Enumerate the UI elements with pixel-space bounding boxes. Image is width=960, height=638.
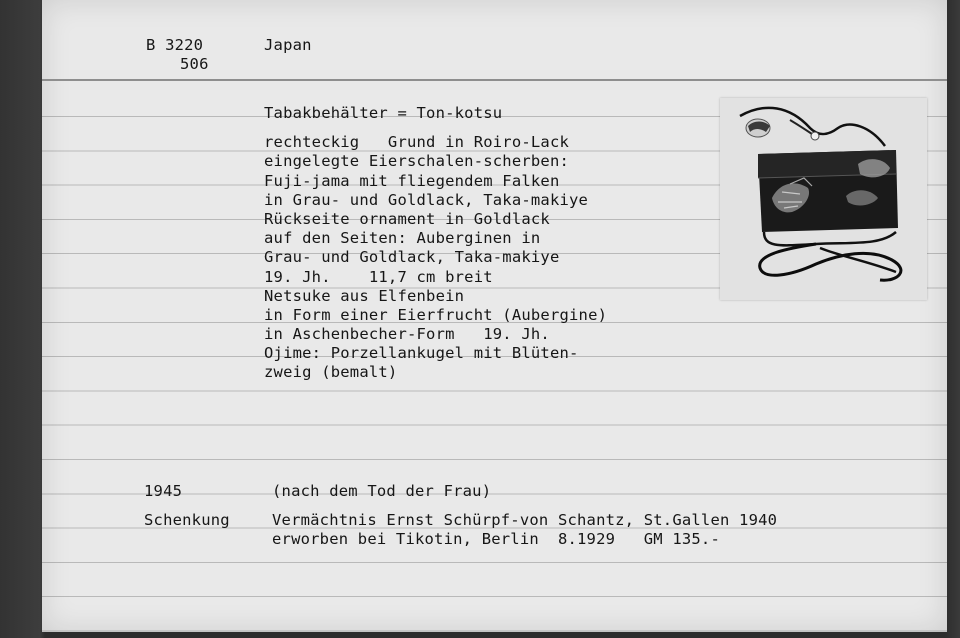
acquisition-line: Vermächtnis Ernst Schürpf-von Schantz, St.Gallen 1940: [272, 511, 778, 529]
description-line: in Form einer Eierfrucht (Aubergine): [264, 305, 608, 324]
description-line: rechteckig Grund in Roiro-Lack: [264, 133, 570, 152]
description-line: eingelegte Eierschalen-scherben:: [264, 152, 570, 171]
description-line: Rückseite ornament in Goldlack: [264, 209, 550, 228]
description-line: in Grau- und Goldlack, Taka-makiye: [264, 190, 589, 209]
acquisition-label: Schenkung: [144, 511, 230, 529]
catalog-card: [42, 0, 947, 632]
tobacco-box-photo-image: [720, 98, 927, 300]
description-line: 19. Jh. 11,7 cm breit: [264, 267, 493, 286]
country-label: Japan: [264, 36, 312, 54]
inventory-number: B 3220: [146, 36, 204, 54]
description-line: auf den Seiten: Auberginen in: [264, 229, 541, 248]
description-line: Netsuke aus Elfenbein: [264, 286, 465, 305]
description-line: in Aschenbecher-Form 19. Jh.: [264, 325, 550, 344]
sub-number: 506: [180, 55, 209, 73]
description-block: [264, 104, 607, 383]
year-note: (nach dem Tod der Frau): [272, 482, 492, 500]
object-title: Tabakbehälter = Ton-kotsu: [264, 104, 503, 122]
year-label: 1945: [144, 482, 183, 500]
description-line: Grau- und Goldlack, Taka-makiye: [264, 248, 560, 267]
object-photo: [720, 98, 927, 300]
acquisition-line: erworben bei Tikotin, Berlin 8.1929 GM 135.-: [272, 530, 720, 548]
description-line: Ojime: Porzellankugel mit Blüten-: [264, 344, 579, 363]
description-line: Fuji-jama mit fliegendem Falken: [264, 171, 560, 190]
acquisition-details: [272, 511, 777, 549]
header-rule: [42, 79, 947, 81]
description-line: zweig (bemalt): [264, 363, 398, 382]
